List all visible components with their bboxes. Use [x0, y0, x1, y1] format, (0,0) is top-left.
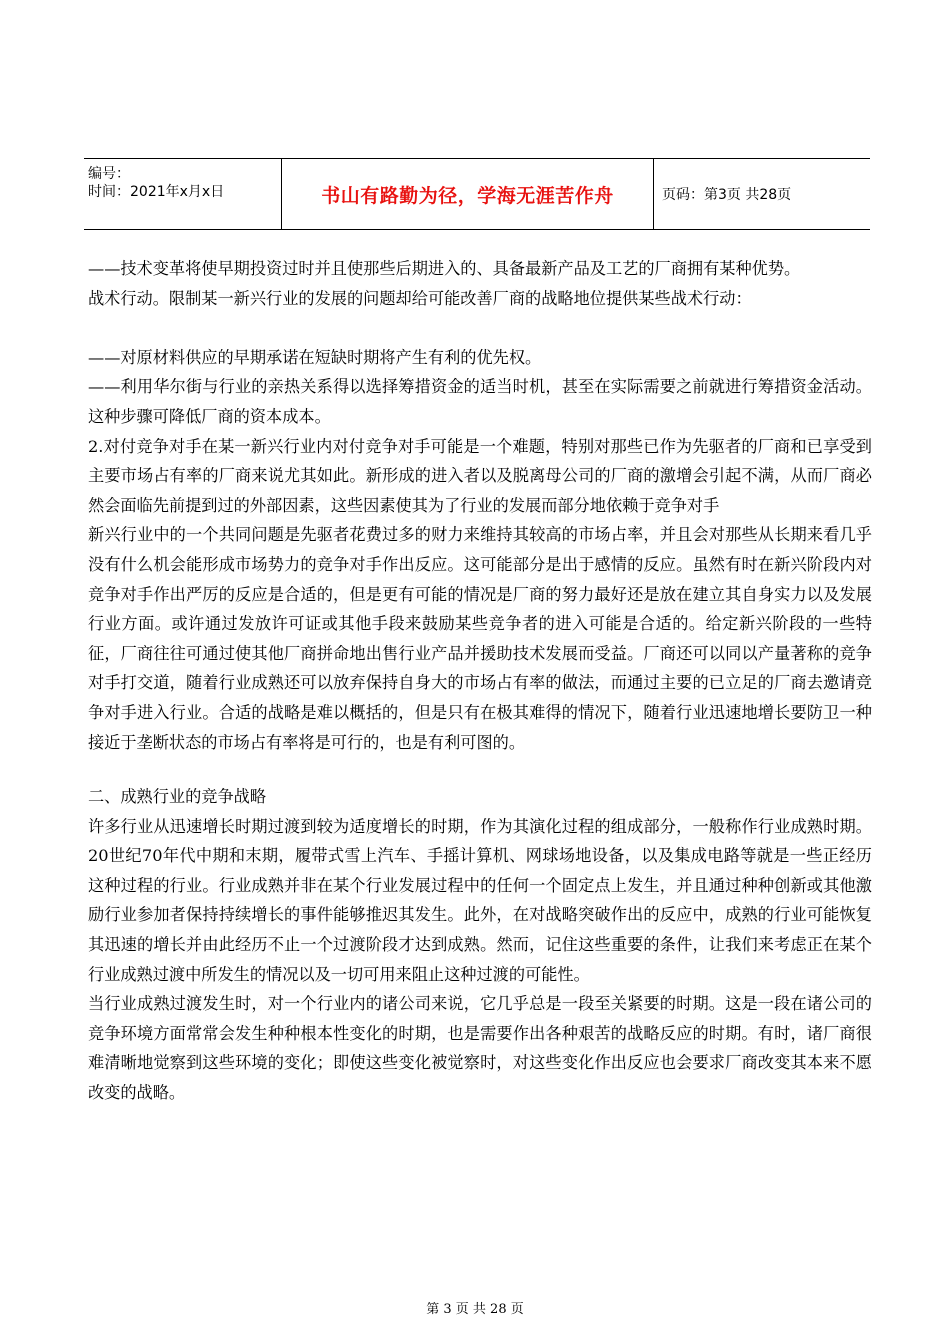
section-heading-mature-industry: 二、成熟行业的竞争战略: [88, 787, 267, 807]
paragraph-critical-period: 当行业成熟过渡发生时，对一个行业内的诸公司来说，它几乎总是一段至关紧要的时期。这是一段在诸公司的竞争环境方面常常会发生种种根本性变化的时期，也是需要作出各种艰苦的战略反应的时期。有时，诸厂商很难清晰地觉察到这些环境的变化；即使这些变化被觉察时，对这些变化作出反应也会要求厂商改变其本来不愿改变的战略。: [88, 994, 872, 1103]
blank-line: [88, 313, 872, 343]
paragraph-tactical-actions: 战术行动。限制某一新兴行业的发展的问题却给可能改善厂商的战略地位提供某些战术行动：: [88, 288, 752, 308]
paragraph-competitors: 2.对付竞争对手在某一新兴行业内对付竞争对手可能是一个难题，特别对那些已作为先驱者的厂商和已享受到主要市场占有率的厂商来说尤其如此。新形成的进入者以及脱离母公司的厂商的激增会引起不满，从而厂商必然会面临先前提到过的外部因素，这些因素使其为了行业的发展而部分地依赖于竞争对手: [88, 436, 872, 515]
document-time-label: 时间：2021年x月x日: [88, 184, 225, 200]
header-meta: [84, 159, 282, 229]
blank-line: [88, 757, 872, 782]
document-body: [88, 254, 872, 1108]
document-number-label: 编号：: [88, 166, 130, 182]
page-footer: 第 3 页 共 28 页: [426, 1302, 524, 1317]
paragraph-maturity-transition: 许多行业从迅速增长时期过渡到较为适度增长的时期，作为其演化过程的组成部分，一般称作行业成熟时期。20世纪70年代中期和末期，履带式雪上汽车、手摇计算机、网球场地设备，以及集成电路等就是一些正经历这种过程的行业。行业成熟并非在某个行业发展过程中的任何一个固定点上发生，并且通过种种创新或其他激励行业参加者保持持续增长的事件能够推迟其发生。此外，在对战略突破作出的反应中，成熟的行业可能恢复其迅速的增长并由此经历不止一个过渡阶段才达到成熟。然而，记住这些重要的条件，让我们来考虑正在某个行业成熟过渡中所发生的情况以及一切可用来阻止这种过渡的可能性。: [88, 816, 872, 984]
header-table: [84, 158, 870, 230]
header-page-info: 页码：第3页 共28页: [662, 187, 792, 203]
paragraph-tech-change: ——技术变革将使早期投资过时并且使那些后期进入的、具备最新产品及工艺的厂商拥有某种优势。: [88, 259, 801, 278]
paragraph-wall-street: ——利用华尔街与行业的亲热关系得以选择筹措资金的适当时机，甚至在实际需要之前就进行筹措资金活动。这种步骤可降低厂商的资本成本。: [88, 377, 872, 426]
paragraph-common-problem: 新兴行业中的一个共同问题是先驱者花费过多的财力来维持其较高的市场占率，并且会对那些从长期来看几乎没有什么机会能形成市场势力的竞争对手作出反应。这可能部分是出于感情的反应。虽然有时在新兴阶段内对竞争对手作出严厉的反应是合适的，但是更有可能的情况是厂商的努力最好还是放在建立其自身实力以及发展行业方面。或许通过发放许可证或其他手段来鼓励某些竞争者的进入可能是合适的。给定新兴阶段的一些特征，厂商往往可通过使其他厂商拼命地出售行业产品并援助技术发展而受益。厂商还可以同以产量著称的竞争对手打交道，随着行业成熟还可以放弃保持自身大的市场占有率的做法，而通过主要的已立足的厂商去邀请竞争对手进入行业。合适的战略是难以概括的，但是只有在极其难得的情况下，随着行业迅速地增长要防卫一种接近于垄断状态的市场占有率将是可行的，也是有利可图的。: [88, 525, 872, 752]
header-motto: 书山有路勤为径，学海无涯苦作舟: [282, 159, 654, 229]
paragraph-raw-materials: ——对原材料供应的早期承诺在短缺时期将产生有利的优先权。: [88, 347, 542, 367]
